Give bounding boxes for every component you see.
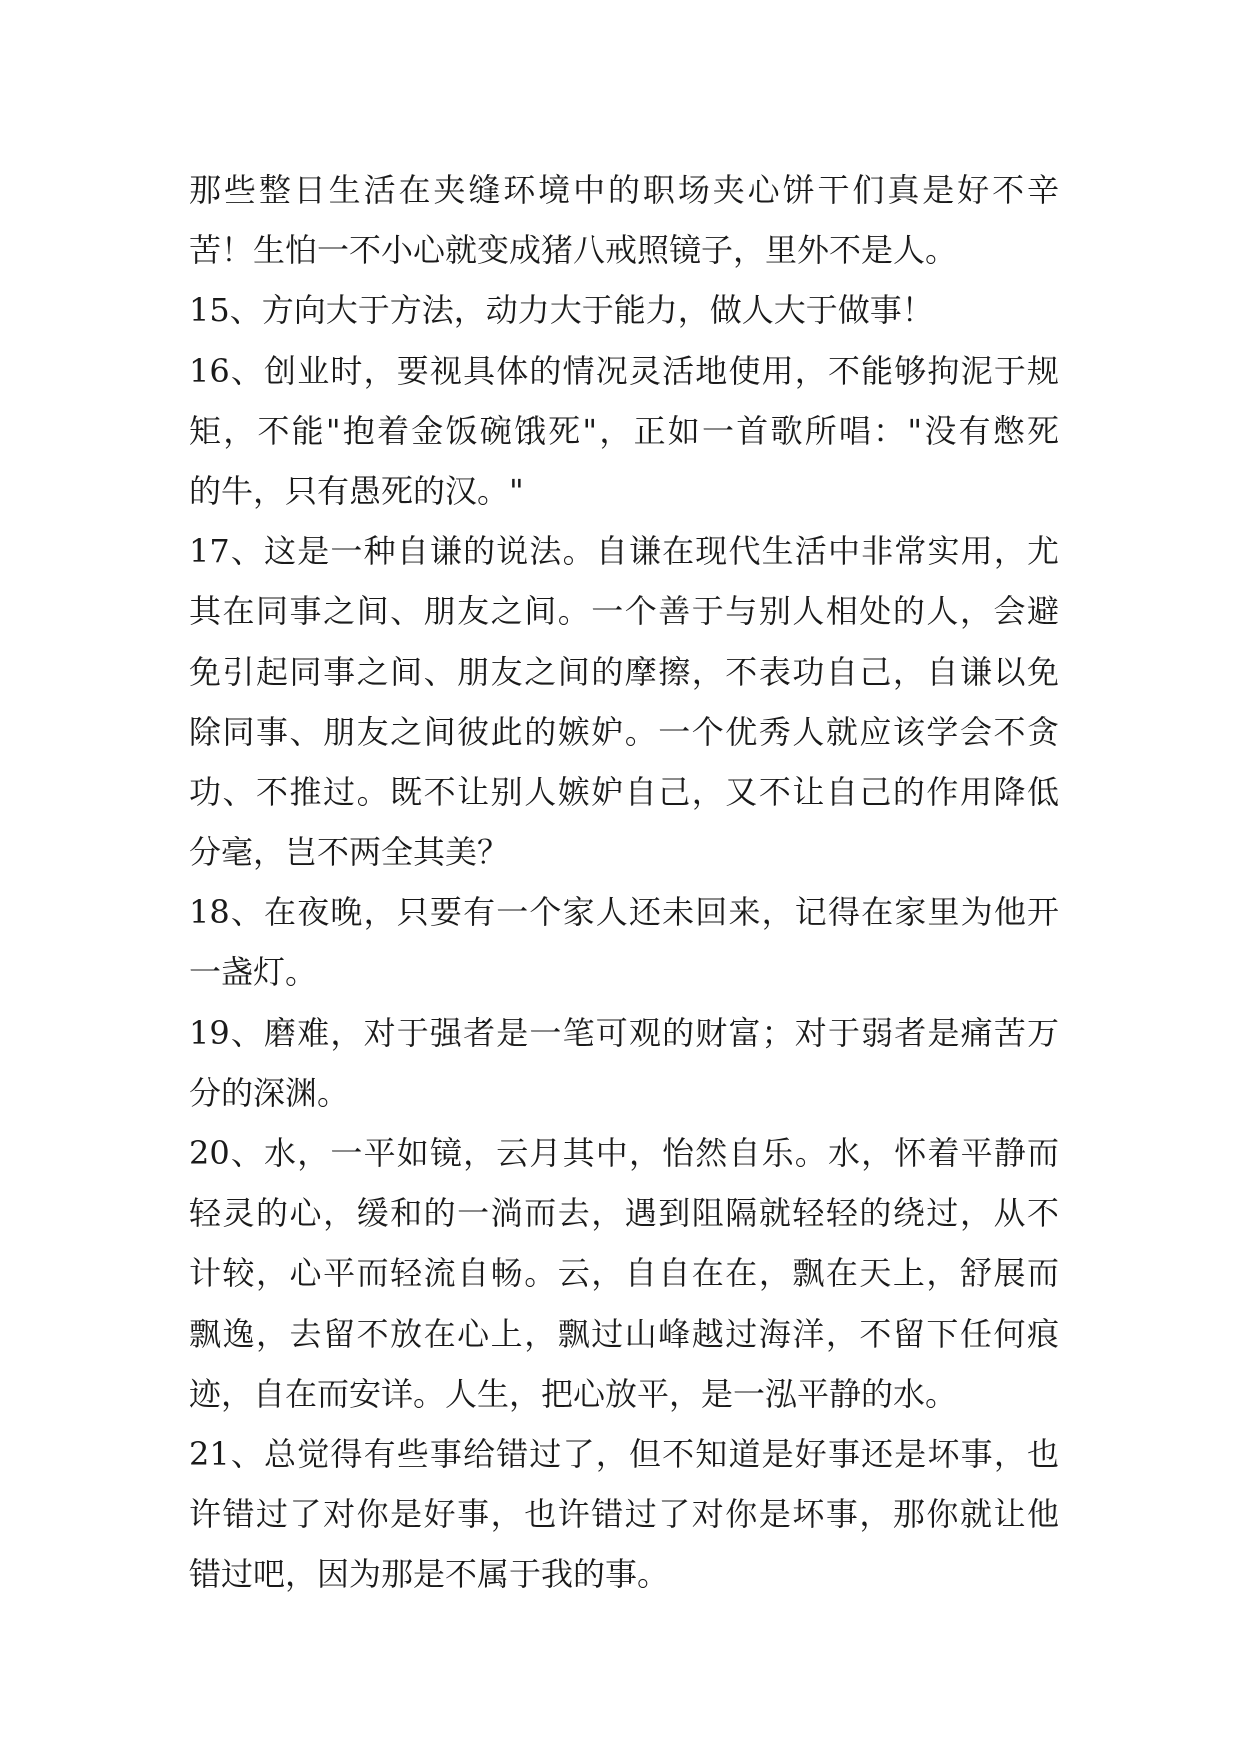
text-line: 19、磨难，对于强者是一笔可观的财富；对于弱者是痛苦万	[189, 1013, 1059, 1052]
text-line: 分毫，岂不两全其美？	[189, 833, 510, 872]
text-line: 迹，自在而安详。人生，把心放平，是一泓平静的水。	[189, 1374, 958, 1413]
text-line: 一盏灯。	[189, 953, 318, 992]
text-line: 除同事、朋友之间彼此的嫉妒。一个优秀人就应该学会不贪	[189, 712, 1059, 751]
text-line: 矩，不能"抱着金饭碗饿死"，正如一首歌所唱："没有憋死	[189, 411, 1059, 450]
text-line: 20、水，一平如镜，云月其中，怡然自乐。水，怀着平静而	[189, 1134, 1059, 1172]
text-line: 15、方向大于方法，动力大于能力，做人大于做事！	[189, 291, 934, 330]
text-line: 飘逸，去留不放在心上，飘过山峰越过海洋，不留下任何痕	[189, 1314, 1059, 1353]
text-line: 苦！生怕一不小心就变成猪八戒照镜子，里外不是人。	[189, 231, 958, 270]
text-line: 的牛，只有愚死的汉。"	[189, 471, 524, 510]
text-line: 许错过了对你是好事，也许错过了对你是坏事，那你就让他	[189, 1495, 1059, 1534]
text-line: 17、这是一种自谦的说法。自谦在现代生活中非常实用，尤	[189, 532, 1059, 571]
text-line: 计较，心平而轻流自畅。云，自自在在，飘在天上，舒展而	[189, 1254, 1059, 1293]
text-line: 那些整日生活在夹缝环境中的职场夹心饼干们真是好不辛	[189, 171, 1059, 209]
text-line: 免引起同事之间、朋友之间的摩擦，不表功自己，自谦以免	[189, 652, 1059, 691]
text-line: 错过吧，因为那是不属于我的事。	[189, 1555, 670, 1594]
text-line: 分的深渊。	[189, 1073, 350, 1112]
text-line: 21、总觉得有些事给错过了，但不知道是好事还是坏事，也	[189, 1434, 1059, 1473]
text-line: 18、在夜晚，只要有一个家人还未回来，记得在家里为他开	[189, 893, 1059, 932]
text-line: 16、创业时，要视具体的情况灵活地使用，不能够拘泥于规	[189, 351, 1059, 390]
document-body	[189, 160, 1059, 1605]
text-line: 其在同事之间、朋友之间。一个善于与别人相处的人，会避	[189, 592, 1059, 631]
text-line: 功、不推过。既不让别人嫉妒自己，又不让自己的作用降低	[189, 772, 1059, 811]
text-line: 轻灵的心，缓和的一淌而去，遇到阻隔就轻轻的绕过，从不	[189, 1194, 1059, 1233]
